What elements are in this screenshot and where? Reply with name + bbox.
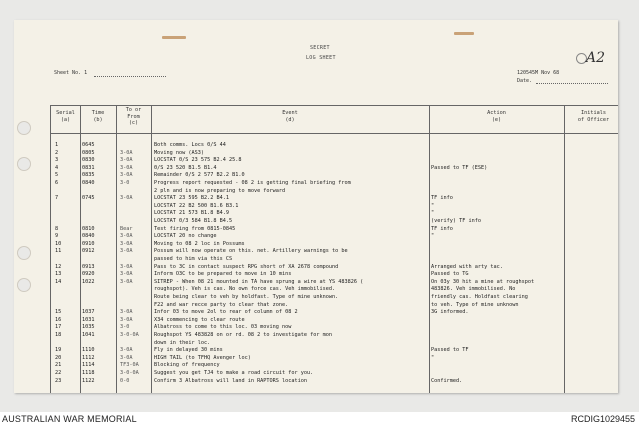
handwritten-annotation: A2 bbox=[586, 50, 606, 66]
cell-time: 0745 bbox=[82, 195, 95, 202]
log-row bbox=[51, 172, 618, 178]
cell-event: LOCSTAT 0/3 584 B1.8 B4.5 bbox=[154, 218, 233, 224]
cell-time: 0913 bbox=[82, 263, 95, 270]
cell-action: Passed to TG bbox=[431, 271, 469, 278]
cell-from: 3-0 bbox=[120, 180, 130, 186]
log-row bbox=[51, 317, 618, 323]
header-divider bbox=[51, 133, 618, 134]
log-row bbox=[51, 309, 618, 315]
log-row bbox=[51, 355, 618, 361]
cell-event: Albatross to come to this loc. 03 moving now bbox=[154, 324, 292, 331]
log-row bbox=[51, 210, 618, 216]
cell-event: roughspot). Veh is cas. No own force cas. Veh immobilised. bbox=[154, 286, 336, 293]
cell-action: Arranged with arty tac. bbox=[431, 263, 503, 270]
cell-from: 3-0A bbox=[120, 309, 133, 316]
cell-event: Roughspot YS 483828 on or rd. 08 2 to investigate for mon bbox=[154, 332, 333, 338]
cell-from: TF3-0A bbox=[120, 362, 139, 369]
log-row bbox=[51, 188, 618, 194]
cell-serial: 1 bbox=[55, 142, 59, 148]
cell-time: 1114 bbox=[82, 362, 95, 369]
cell-time: 0920 bbox=[82, 271, 95, 278]
cell-event: LOCSTAT 0/S 23 575 B2.4 25.8 bbox=[154, 157, 242, 164]
cell-from: 3-0A bbox=[120, 347, 133, 354]
cell-time: 0912 bbox=[82, 248, 95, 255]
log-row bbox=[51, 340, 618, 346]
cell-from: 3-0-0A bbox=[120, 332, 139, 338]
cell-from: 3-0 bbox=[120, 324, 130, 331]
cell-event: Inform O3C to be prepared to move in 10 mins bbox=[154, 271, 292, 278]
cell-time: 0831 bbox=[82, 164, 95, 171]
cell-action: 483826. Veh immobilised. No bbox=[431, 286, 516, 293]
cell-from: 3-0A bbox=[120, 157, 133, 164]
cell-time: 0830 bbox=[82, 157, 95, 164]
cell-time: 1037 bbox=[82, 309, 95, 316]
log-row bbox=[51, 180, 618, 186]
cell-from: 0-0 bbox=[120, 377, 130, 384]
cell-event: Confirm 3 Albatross will land in RAPTORS location bbox=[154, 377, 308, 384]
cell-time: 1031 bbox=[82, 316, 95, 323]
cell-serial: 16 bbox=[55, 316, 62, 323]
log-row bbox=[51, 233, 618, 239]
cell-serial: 13 bbox=[55, 271, 62, 278]
cell-serial: 12 bbox=[55, 263, 62, 270]
cell-action: " bbox=[431, 233, 435, 240]
cell-event: Route being clear to veh by holdfast. Type of mine unknown. bbox=[154, 294, 339, 300]
cell-event: Fly in delayed 30 mins bbox=[154, 347, 223, 354]
col-header-action: Action (e) bbox=[487, 110, 506, 123]
doc-reference: 120545M Nov 68 bbox=[517, 70, 560, 76]
log-row bbox=[51, 165, 618, 171]
cell-event: F22 and war recce party to clear that zone. bbox=[154, 301, 289, 308]
cell-serial: 11 bbox=[55, 248, 62, 255]
cell-time: 1110 bbox=[82, 347, 95, 354]
cell-action: " bbox=[431, 354, 435, 361]
punch-hole bbox=[17, 246, 31, 260]
sheet-number: Sheet No. 1 bbox=[54, 70, 88, 76]
cell-event: LOCSTAT 20 no change bbox=[154, 233, 217, 240]
cell-from: 3-0A bbox=[120, 195, 133, 202]
cell-serial: 19 bbox=[55, 347, 62, 354]
col-header-from: To or From (c) bbox=[125, 107, 142, 126]
cell-from: 3-0-0A bbox=[120, 370, 139, 376]
cell-action: On 03y 30 hit a mine at roughspot bbox=[431, 278, 535, 285]
cell-event: down in their loc. bbox=[154, 339, 211, 346]
cell-event: Test firing from 0815-0845 bbox=[154, 225, 236, 232]
doc-title: LOG SHEET bbox=[306, 55, 336, 61]
cell-event: Blocking of frequency bbox=[154, 362, 220, 369]
cell-event: Moving now (AS3) bbox=[154, 149, 204, 156]
col-header-event: Event (d) bbox=[282, 110, 298, 123]
cell-serial: 23 bbox=[55, 377, 62, 384]
log-row bbox=[51, 370, 618, 376]
cell-serial: 18 bbox=[55, 332, 62, 338]
log-row bbox=[51, 226, 618, 232]
cell-event: Infor 03 to move 2ol to rear of column of 08 2 bbox=[154, 309, 298, 316]
cell-serial: 17 bbox=[55, 324, 62, 331]
log-row bbox=[51, 302, 618, 308]
cell-action: Passed to TF bbox=[431, 347, 469, 354]
cell-time: 1041 bbox=[82, 332, 95, 338]
cell-from: 3-0A bbox=[120, 278, 133, 285]
log-row bbox=[51, 378, 618, 384]
cell-event: Remainder 0/S 2 577 B2.2 B1.0 bbox=[154, 172, 245, 179]
footer-record-id: RCDIG1029455 bbox=[570, 414, 635, 424]
cell-serial: 20 bbox=[55, 354, 62, 361]
cell-serial: 22 bbox=[55, 370, 62, 376]
cell-serial: 5 bbox=[55, 172, 59, 179]
log-row bbox=[51, 279, 618, 285]
cell-time: 1035 bbox=[82, 324, 95, 331]
cell-event: LOCSTAT 21 573 B1.8 B4.9 bbox=[154, 210, 229, 217]
cell-event: 2 pln and is now preparing to move forward bbox=[154, 187, 286, 194]
cell-action: " bbox=[431, 202, 435, 209]
cell-action: Passed to TF (ESE) bbox=[431, 164, 488, 171]
cell-time: 0810 bbox=[82, 225, 95, 232]
cell-action: 3G informed. bbox=[431, 309, 469, 316]
cell-time: 1118 bbox=[82, 370, 95, 376]
cell-serial: 7 bbox=[55, 195, 59, 202]
log-row bbox=[51, 157, 618, 163]
log-row bbox=[51, 195, 618, 201]
cell-from: 3-0A bbox=[120, 164, 133, 171]
log-row bbox=[51, 324, 618, 330]
log-row bbox=[51, 362, 618, 368]
cell-time: 0645 bbox=[82, 142, 95, 148]
log-row bbox=[51, 294, 618, 300]
cell-event: Moving to 08 2 loc in Possums bbox=[154, 240, 245, 247]
cell-time: 0840 bbox=[82, 180, 95, 186]
cell-from: 3-0A bbox=[120, 240, 133, 247]
cell-from: 3-0A bbox=[120, 172, 133, 179]
punch-hole bbox=[17, 278, 31, 292]
cell-from: 3-0A bbox=[120, 316, 133, 323]
cell-from: 3-0A bbox=[120, 263, 133, 270]
cell-event: passed to him via this CS bbox=[154, 256, 233, 262]
cell-serial: 14 bbox=[55, 278, 62, 285]
cell-action: TF info bbox=[431, 195, 453, 202]
cell-event: LOCSTAT 23 595 B2.2 B4.1 bbox=[154, 195, 229, 202]
cell-from: 3-0A bbox=[120, 271, 133, 278]
log-row bbox=[51, 203, 618, 209]
cell-action: TF info bbox=[431, 225, 453, 232]
cell-time: 0910 bbox=[82, 240, 95, 247]
cell-time: 0840 bbox=[82, 233, 95, 240]
cell-action: (verify) TF info bbox=[431, 218, 481, 224]
cell-serial: 3 bbox=[55, 157, 59, 164]
cell-from: 3-0A bbox=[120, 248, 133, 255]
cell-serial: 10 bbox=[55, 240, 62, 247]
cell-from: Bear bbox=[120, 225, 133, 232]
sheet-underline bbox=[94, 76, 166, 77]
log-row bbox=[51, 241, 618, 247]
log-row bbox=[51, 150, 618, 156]
cell-event: Pass to 3C in contact suspect RPG short of XA 2678 compound bbox=[154, 263, 339, 270]
log-row bbox=[51, 248, 618, 254]
log-row bbox=[51, 347, 618, 353]
log-sheet-paper bbox=[14, 20, 618, 393]
cell-event: Suggest you get TJ4 to make a road circuit for you. bbox=[154, 370, 314, 376]
cell-from: 3-0A bbox=[120, 233, 133, 240]
log-table bbox=[50, 105, 618, 393]
cell-event: HIGH TAIL (to TFHQ Avenger loc) bbox=[154, 354, 251, 361]
cell-serial: 9 bbox=[55, 233, 59, 240]
cell-action: " bbox=[431, 210, 435, 217]
cell-event: Both comms. Locs 0/S 44 bbox=[154, 142, 226, 148]
cell-time: 1112 bbox=[82, 354, 95, 361]
cell-serial: 21 bbox=[55, 362, 62, 369]
cell-serial: 2 bbox=[55, 149, 59, 156]
tape-mark bbox=[162, 36, 186, 39]
doc-classification: SECRET bbox=[310, 45, 330, 51]
cell-event: X34 commencing to clear route bbox=[154, 316, 245, 323]
cell-action: to veh. Type of mine unknown bbox=[431, 301, 519, 308]
punch-hole bbox=[17, 157, 31, 171]
footer-institution: AUSTRALIAN WAR MEMORIAL bbox=[2, 414, 137, 424]
tape-mark bbox=[454, 32, 474, 35]
cell-from: 3-0A bbox=[120, 149, 133, 156]
log-row bbox=[51, 142, 618, 148]
cell-action: Confirmed. bbox=[431, 377, 463, 384]
log-row bbox=[51, 264, 618, 270]
cell-serial: 6 bbox=[55, 180, 59, 186]
cell-event: Possum will now operate on this. net. Artillery warnings to be bbox=[154, 248, 348, 255]
cell-time: 1022 bbox=[82, 278, 95, 285]
cell-event: 0/S 23 520 B1.5 B1.4 bbox=[154, 164, 217, 171]
cell-serial: 8 bbox=[55, 225, 59, 232]
col-header-initials: Initials of Officer bbox=[577, 110, 610, 123]
log-row bbox=[51, 218, 618, 224]
cell-action: friendly cas. Holdfast clearing bbox=[431, 294, 528, 300]
cell-from: 3-0A bbox=[120, 354, 133, 361]
col-header-serial: Serial (a) bbox=[56, 110, 75, 123]
date-underline bbox=[536, 83, 608, 84]
log-row bbox=[51, 271, 618, 277]
log-row bbox=[51, 332, 618, 338]
cell-time: 1122 bbox=[82, 377, 95, 384]
cell-time: 0835 bbox=[82, 172, 95, 179]
log-row bbox=[51, 256, 618, 262]
punch-hole bbox=[17, 121, 31, 135]
date-label: Date. bbox=[517, 78, 533, 84]
cell-event: Progress report requested - 08 2 is getting final briefing from bbox=[154, 180, 351, 186]
cell-event: LOCSTAT 22 B2 500 B1.6 B3.1 bbox=[154, 202, 239, 209]
log-row bbox=[51, 286, 618, 292]
cell-time: 0805 bbox=[82, 149, 95, 156]
cell-serial: 15 bbox=[55, 309, 62, 316]
cell-event: SITREP - When 08 21 mounted in TA have sprung a wire at YS 483826 ( bbox=[154, 278, 364, 285]
cell-serial: 4 bbox=[55, 164, 59, 171]
col-header-time: Time (b) bbox=[91, 110, 105, 123]
